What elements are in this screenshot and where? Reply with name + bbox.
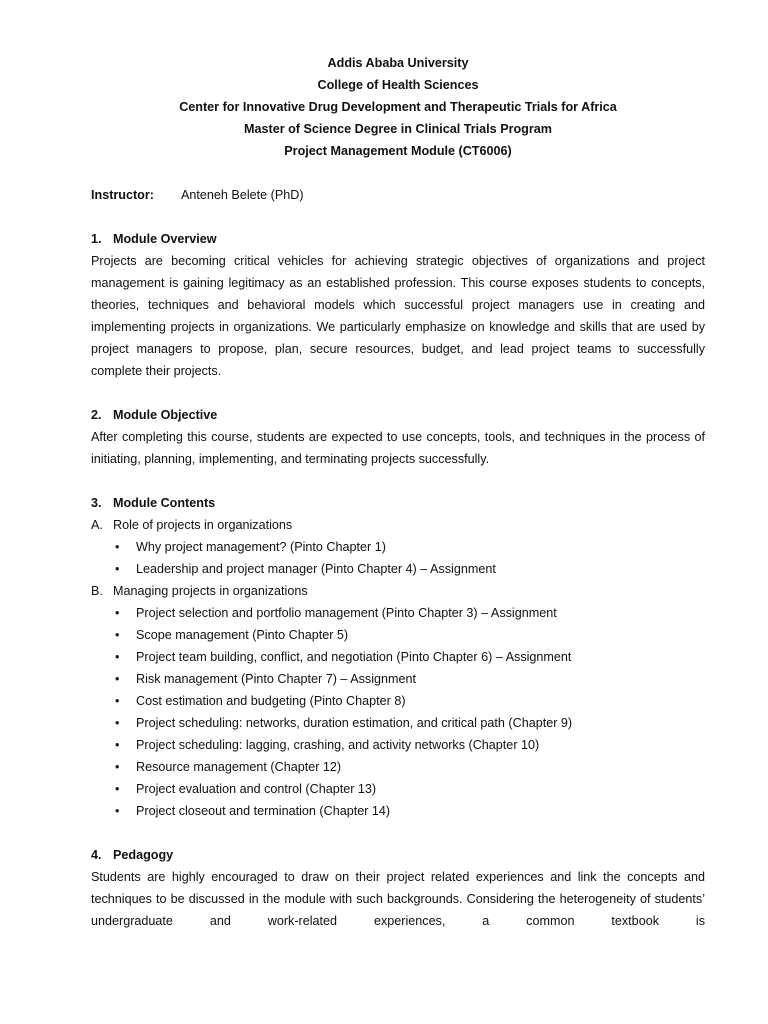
section-heading — [91, 404, 705, 426]
contents-part-a — [91, 514, 705, 536]
contents-part-b — [91, 580, 705, 602]
list-item: • Project team building, conflict, and negotiation (Pinto Chapter 6) – Assignment — [91, 646, 705, 668]
instructor-label: Instructor: — [91, 188, 154, 202]
university-name: Addis Ababa University — [327, 56, 469, 70]
section-module-overview — [91, 228, 705, 382]
section-number: 2. — [91, 408, 102, 422]
part-a-list — [91, 536, 705, 580]
list-item: • Leadership and project manager (Pinto Chapter 4) – Assignment — [91, 558, 705, 580]
instructor-name: Anteneh Belete (PhD) — [181, 188, 304, 202]
part-title: Role of projects in organizations — [113, 518, 293, 532]
list-item: • Project selection and portfolio management (Pinto Chapter 3) – Assignment — [91, 602, 705, 624]
module-title: Project Management Module (CT6006) — [284, 144, 512, 158]
section-module-contents — [91, 492, 705, 822]
section-number: 3. — [91, 496, 102, 510]
part-letter: A. — [91, 518, 103, 532]
list-item: • Project scheduling: networks, duration estimation, and critical path (Chapter 9) — [91, 712, 705, 734]
section-heading — [91, 844, 705, 866]
list-item: • Risk management (Pinto Chapter 7) – Assignment — [91, 668, 705, 690]
program-name: Master of Science Degree in Clinical Trials Program — [244, 122, 552, 136]
list-item: • Project evaluation and control (Chapter 13) — [91, 778, 705, 800]
section-number: 4. — [91, 848, 102, 862]
section-heading — [91, 228, 705, 250]
section-pedagogy — [91, 844, 705, 932]
section-heading — [91, 492, 705, 514]
list-item: • Project scheduling: lagging, crashing, and activity networks (Chapter 10) — [91, 734, 705, 756]
document-header — [91, 52, 705, 162]
list-item: • Scope management (Pinto Chapter 5) — [91, 624, 705, 646]
list-item: • Why project management? (Pinto Chapter 1) — [91, 536, 705, 558]
section-title: Module Objective — [113, 408, 218, 422]
part-b-list — [91, 602, 705, 822]
section-title: Module Contents — [113, 496, 216, 510]
section-title: Pedagogy — [113, 848, 174, 862]
instructor-line — [91, 184, 705, 206]
section-number: 1. — [91, 232, 102, 246]
section-module-objective — [91, 404, 705, 470]
section-title: Module Overview — [113, 232, 217, 246]
part-letter: B. — [91, 584, 103, 598]
section-body: Students are highly encouraged to draw on their project related experiences and link the concepts and techniques to be discussed in the module with such backgrounds. Considering the heterogeneity of students’ undergraduate and work-related experiences, a common textbook is — [91, 870, 705, 928]
part-title: Managing projects in organizations — [113, 584, 308, 598]
list-item: • Resource management (Chapter 12) — [91, 756, 705, 778]
section-body: Projects are becoming critical vehicles for achieving strategic objectives of organizations and project management is gaining legitimacy as an established profession. This course exposes students to concepts, theories, techniques and behavioral models which successful project managers use in creating and implementing projects in organizations. We particularly emphasize on knowledge and skills that are used by project managers to propose, plan, secure resources, budget, and lead project teams to successfully complete their projects. — [91, 254, 705, 378]
college-name: College of Health Sciences — [317, 78, 479, 92]
section-body: After completing this course, students are expected to use concepts, tools, and techniques in the process of initiating, planning, implementing, and terminating projects successfully. — [91, 430, 705, 466]
center-name: Center for Innovative Drug Development and Therapeutic Trials for Africa — [179, 100, 617, 114]
list-item: • Project closeout and termination (Chapter 14) — [91, 800, 705, 822]
document-page — [91, 52, 705, 932]
list-item: • Cost estimation and budgeting (Pinto Chapter 8) — [91, 690, 705, 712]
